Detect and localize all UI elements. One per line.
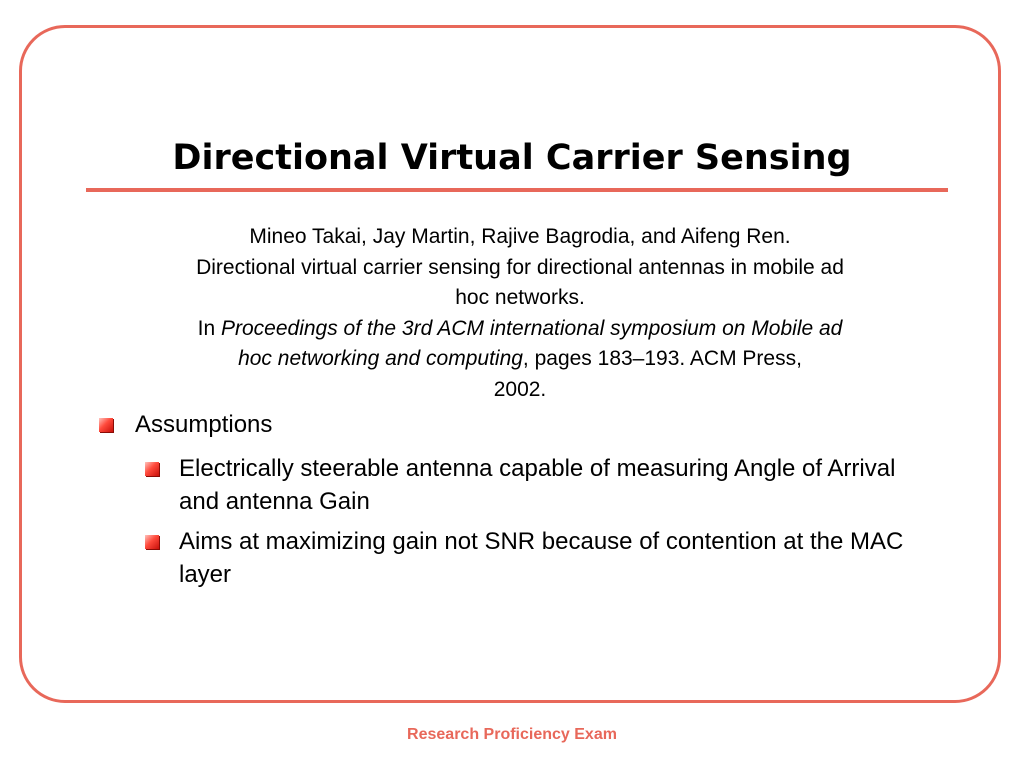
citation-venue-italic-2: hoc networking and computing bbox=[238, 347, 523, 370]
square-bullet-icon bbox=[145, 462, 159, 476]
square-bullet-icon bbox=[145, 535, 159, 549]
citation-pages: , pages 183–193. ACM Press, bbox=[522, 347, 802, 370]
citation bbox=[100, 222, 940, 405]
slide-title: Directional Virtual Carrier Sensing bbox=[172, 138, 852, 178]
citation-venue-line1 bbox=[100, 314, 940, 345]
citation-in: In bbox=[197, 316, 221, 340]
square-bullet-icon bbox=[99, 418, 113, 432]
title-underline bbox=[86, 188, 948, 192]
citation-year: 2002. bbox=[493, 377, 547, 401]
citation-title-line1: Directional virtual carrier sensing for directional antennas in mobile ad bbox=[196, 255, 844, 279]
sub-bullet-text: Electrically steerable antenna capable of measuring Angle of Arrival and antenna Gain bbox=[179, 455, 896, 515]
citation-venue-line2 bbox=[100, 344, 940, 375]
footer-label: Research Proficiency Exam bbox=[407, 726, 617, 743]
bullet-text: Assumptions bbox=[135, 411, 273, 438]
citation-title-line2: hoc networks. bbox=[455, 286, 585, 309]
sub-bullet-text: Aims at maximizing gain not SNR because of contention at the MAC layer bbox=[179, 528, 904, 588]
citation-authors: Mineo Takai, Jay Martin, Rajive Bagrodia, and Aifeng Ren. bbox=[249, 225, 791, 248]
citation-venue-italic-1: Proceedings of the 3rd ACM international symposium on Mobile ad bbox=[220, 316, 843, 340]
